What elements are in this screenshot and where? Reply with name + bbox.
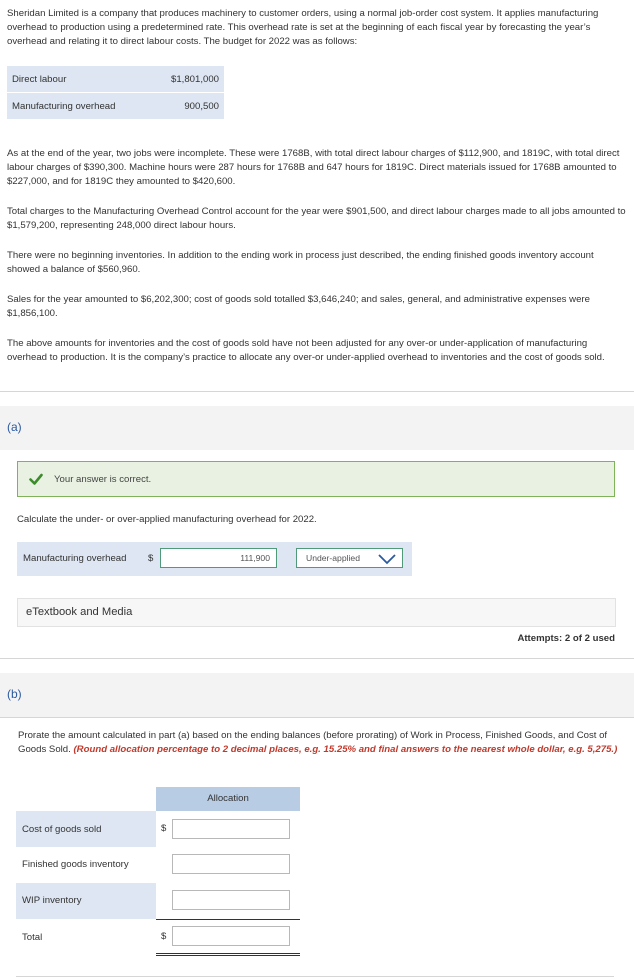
table-row [16, 919, 156, 956]
manufacturing-overhead-row [17, 542, 412, 576]
divider [16, 976, 614, 977]
cost-of-goods-sold-allocation-input[interactable] [172, 819, 290, 839]
allocation-table [16, 787, 300, 956]
part-b-header [0, 673, 634, 717]
budget-label: Manufacturing overhead [7, 93, 151, 120]
row-label: Cost of goods sold [22, 824, 102, 835]
allocation-cell [156, 883, 300, 919]
table-row [16, 883, 156, 919]
total-allocation-input[interactable] [172, 926, 290, 946]
manufacturing-overhead-label: Manufacturing overhead [23, 553, 127, 564]
correct-answer-banner [17, 461, 615, 497]
intro-paragraph-4: There were no beginning inventories. In addition to the ending work in process just described, the ending finished goods inventory account showed a balance of $560,960. [7, 250, 594, 275]
budget-row [7, 66, 224, 93]
currency-symbol: $ [148, 553, 154, 564]
manufacturing-overhead-amount-input[interactable]: 111,900 [160, 548, 277, 568]
intro-paragraph-3: Total charges to the Manufacturing Overhead Control account for the year were $901,500, and direct labour charges made to all jobs amounted to $1,579,200, representing 248,000 direct labour hours. [7, 206, 626, 231]
intro-paragraph-2: As at the end of the year, two jobs were incomplete. These were 1768B, with total direct labour charges of $112,900, and 1819C, with total direct labour charges of $390,300. Machine hours were 287 hours for 1768B and 647 hours for 1819C. Direct materials issued for 1768B amounted to $227,000, and for 1819C they amounted to $420,600. [7, 148, 620, 187]
checkmark-icon [29, 472, 43, 486]
etextbook-media-link[interactable] [17, 598, 616, 627]
row-label: WIP inventory [22, 895, 82, 906]
row-label: Total [22, 932, 43, 943]
etextbook-media-label: eTextbook and Media [26, 606, 133, 618]
divider [0, 391, 634, 392]
part-a-question: Calculate the under- or over-applied manufacturing overhead for 2022. [17, 514, 317, 525]
row-label: Finished goods inventory [22, 859, 129, 870]
allocation-total-cell [156, 919, 300, 956]
applied-type-select[interactable] [296, 548, 403, 568]
budget-row [7, 93, 224, 120]
budget-value: 900,500 [151, 93, 224, 120]
attempts-counter: Attempts: 2 of 2 used [517, 633, 615, 644]
part-a-label: (a) [7, 420, 22, 434]
applied-type-selected-value: Under-applied [306, 553, 360, 563]
wip-inventory-allocation-input[interactable] [172, 890, 290, 910]
budget-value: $1,801,000 [151, 66, 224, 93]
chevron-down-icon [377, 553, 397, 565]
allocation-cell [156, 847, 300, 883]
divider [0, 658, 634, 659]
part-b-label: (b) [7, 687, 22, 701]
budget-table [7, 66, 224, 119]
allocation-cell [156, 811, 300, 847]
part-b-instruction-text: Prorate the amount calculated in part (a) based on the ending balances (before prorating) of Work in Process, Finished Goods, and Cost of Goods Sold. [18, 730, 608, 755]
finished-goods-allocation-input[interactable] [172, 854, 290, 874]
currency-symbol: $ [161, 931, 167, 942]
intro-paragraph-1: Sheridan Limited is a company that produces machinery to customer orders, using a normal job-order cost system. It applies manufacturing overhead to production using a predetermined rate. This overhead rate is set at the beginning of each fiscal year by forecasting the year’s overhead and relating it to direct labour costs. The budget for 2022 was as follows: [7, 8, 599, 47]
intro-paragraph-6: The above amounts for inventories and the cost of goods sold have not been adjusted for any over-or under-application of manufacturing overhead to production. It is the company’s practice to allocate any over-or under-applied overhead to inventories and the cost of goods sold. [7, 338, 605, 363]
divider [0, 717, 634, 718]
part-b-instruction [18, 729, 620, 757]
allocation-column-header: Allocation [156, 787, 300, 811]
part-b-rounding-note: (Round allocation percentage to 2 decimal places, e.g. 15.25% and final answers to the nearest whole dollar, e.g. 5,275.) [73, 744, 618, 755]
currency-symbol: $ [161, 823, 167, 834]
correct-answer-text: Your answer is correct. [54, 473, 152, 485]
budget-label: Direct labour [7, 66, 151, 93]
intro-paragraph-5: Sales for the year amounted to $6,202,300; cost of goods sold totalled $3,646,240; and sales, general, and administrative expenses were $1,856,100. [7, 294, 590, 319]
part-a-header [0, 406, 634, 450]
table-row [16, 811, 156, 847]
table-row [16, 847, 156, 883]
allocation-header-blank [16, 787, 156, 811]
